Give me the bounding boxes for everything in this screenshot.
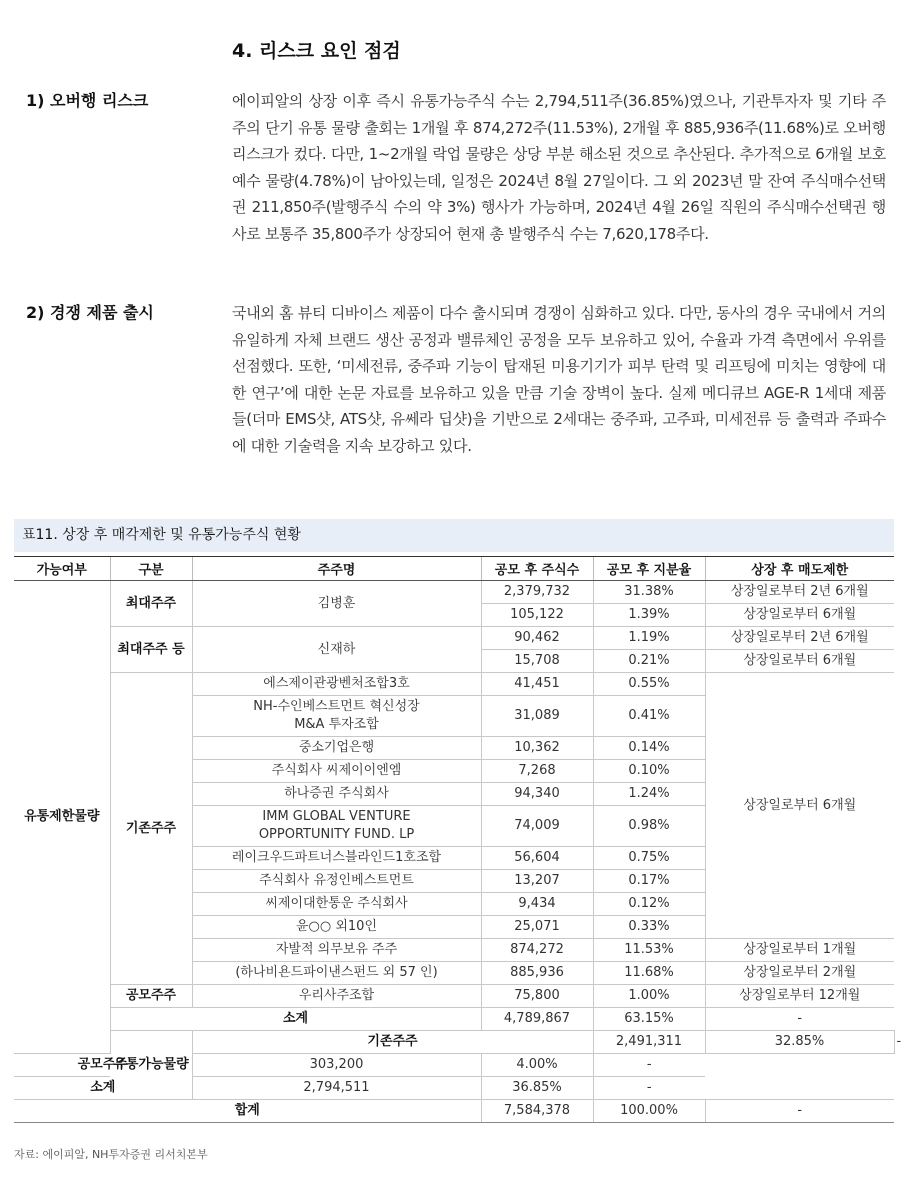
holder-name: 신재하: [192, 627, 481, 673]
group-major: 최대주주: [110, 581, 192, 627]
pct-cell: 0.14%: [593, 737, 705, 760]
tradable-item-label: 소계: [14, 1077, 192, 1100]
table-row-total: [14, 1100, 894, 1123]
pct-cell: 0.75%: [593, 847, 705, 870]
pct-cell: 0.21%: [593, 650, 705, 673]
shares-cell: 2,794,511: [192, 1077, 481, 1100]
shares-cell: 7,268: [481, 760, 593, 783]
pct-cell: 1.19%: [593, 627, 705, 650]
table-row: [14, 1077, 894, 1100]
lock-cell: -: [593, 1054, 705, 1077]
lock-cell: 상장일로부터 1개월: [705, 939, 894, 962]
table-row: [14, 673, 894, 696]
lock-cell: 상장일로부터 6개월: [705, 673, 894, 939]
lockup-table: [14, 556, 902, 1123]
holder-name: 하나증권 주식회사: [192, 783, 481, 806]
pct-cell: 32.85%: [705, 1031, 894, 1054]
holder-name: IMM GLOBAL VENTURE OPPORTUNITY FUND. LP: [192, 806, 481, 847]
shares-cell: 2,379,732: [481, 581, 593, 604]
pct-cell: 0.33%: [593, 916, 705, 939]
holder-name: 에스제이관광벤처조합3호: [192, 673, 481, 696]
holder-name: 윤○○ 외10인: [192, 916, 481, 939]
pct-cell: 11.68%: [593, 962, 705, 985]
pct-cell: 63.15%: [593, 1008, 705, 1031]
risk-label: 1) 오버행 리스크: [26, 91, 149, 110]
tradable-label: 유통가능물량: [110, 1031, 192, 1100]
header-cell: 주주명: [192, 557, 481, 581]
shares-cell: 874,272: [481, 939, 593, 962]
table-row: [14, 581, 894, 604]
pct-cell: 1.24%: [593, 783, 705, 806]
risk-label: 2) 경쟁 제품 출시: [26, 303, 154, 322]
group-existing: 기존주주: [110, 673, 192, 985]
table-row: [14, 1008, 894, 1031]
header-cell: 상장 후 매도제한: [705, 557, 894, 581]
lock-cell: 상장일로부터 6개월: [705, 650, 894, 673]
tradable-item-label: 기존주주: [192, 1031, 593, 1054]
lock-cell: 상장일로부터 2개월: [705, 962, 894, 985]
shares-cell: 74,009: [481, 806, 593, 847]
shares-cell: 90,462: [481, 627, 593, 650]
tradable-item-label: 공모주주: [14, 1054, 192, 1077]
lock-cell: 상장일로부터 6개월: [705, 604, 894, 627]
shares-cell: 41,451: [481, 673, 593, 696]
lock-cell: 상장일로부터 2년 6개월: [705, 627, 894, 650]
table-row: [14, 985, 894, 1008]
total-label: 합계: [14, 1100, 481, 1123]
holder-name: 씨제이대한통운 주식회사: [192, 893, 481, 916]
section-title: 4. 리스크 요인 점검: [232, 40, 401, 62]
table-header-row: [14, 557, 894, 581]
shares-cell: 885,936: [481, 962, 593, 985]
shares-cell: 94,340: [481, 783, 593, 806]
holder-name: (하나비욘드파이낸스펀드 외 57 인): [192, 962, 481, 985]
table-title: 표11. 상장 후 매각제한 및 유통가능주식 현황: [14, 519, 894, 552]
table-row: [14, 627, 894, 650]
shares-cell: 7,584,378: [481, 1100, 593, 1123]
holder-name: 주식회사 씨제이이엔엠: [192, 760, 481, 783]
pct-cell: 4.00%: [481, 1054, 593, 1077]
pct-cell: 0.10%: [593, 760, 705, 783]
holder-name: 레이크우드파트너스블라인드1호조합: [192, 847, 481, 870]
shares-cell: 25,071: [481, 916, 593, 939]
shares-cell: 303,200: [192, 1054, 481, 1077]
restricted-label: 유통제한물량: [14, 581, 110, 1054]
holder-name: NH-수인베스트먼트 혁신성장 M&A 투자조합: [192, 696, 481, 737]
holder-name: 자발적 의무보유 주주: [192, 939, 481, 962]
shares-cell: 4,789,867: [481, 1008, 593, 1031]
shares-cell: 2,491,311: [593, 1031, 705, 1054]
source-note: 자료: 에이피알, NH투자증권 리서치본부: [14, 1148, 208, 1161]
risk-text: 에이피알의 상장 이후 즉시 유통가능주식 수는 2,794,511주(36.85%)였으나, 기관투자자 및 기타 주주의 단기 유통 물량 출회는 1개월 후 874,272주(11.53%), 2개월 후 885,936주(11.68%)로 오버행 리스크가 컸다. 다만, 1~2개월 락업 물량은 상당 부분 해소된 것으로 추산된다. 추가적으로 6개월 보호 예수 물량(4.78%)이 남아있는데, 일정은 2024년 8월 27일이다. 그 외 2023년 말 잔여 주식매수선택권 211,850주(발행주식 수의 약 3%) 행사가 가능하며, 2024년 4월 26일 직원의 주식매수선택권 행사로 보통주 35,800주가 상장되어 현재 총 발행주식 수는 7,620,178주다.: [232, 92, 886, 243]
shares-cell: 15,708: [481, 650, 593, 673]
group-major-etc: 최대주주 등: [110, 627, 192, 673]
header-cell: 구분: [110, 557, 192, 581]
pct-cell: 1.00%: [593, 985, 705, 1008]
header-cell: 공모 후 지분율: [593, 557, 705, 581]
pct-cell: 0.12%: [593, 893, 705, 916]
risk-text: 국내외 홈 뷰티 디바이스 제품이 다수 출시되며 경쟁이 심화하고 있다. 다만, 동사의 경우 국내에서 거의 유일하게 자체 브랜드 생산 공정과 밸류체인 공정을 모두 보유하고 있어, 수율과 가격 측면에서 우위를 선점했다. 또한, ‘미세전류, 중주파 기능이 탑재된 미용기기가 피부 탄력 및 리프팅에 미치는 영향에 대한 연구’에 대한 논문 자료를 보유하고 있을 만큼 기술 장벽이 높다. 실제 메디큐브 AGE-R 1세대 제품들(더마 EMS샷, ATS샷, 유쎄라 딥샷)을 기반으로 2세대는 중주파, 고주파, 미세전류 등 출력과 주파수에 대한 기술력을 지속 보강하고 있다.: [232, 304, 886, 455]
pct-cell: 100.00%: [593, 1100, 705, 1123]
group-ipo: 공모주주: [110, 985, 192, 1008]
pct-cell: 1.39%: [593, 604, 705, 627]
shares-cell: 9,434: [481, 893, 593, 916]
lock-cell: -: [705, 1100, 894, 1123]
shares-cell: 56,604: [481, 847, 593, 870]
pct-cell: 0.98%: [593, 806, 705, 847]
holder-name: 우리사주조합: [192, 985, 481, 1008]
lock-cell: 상장일로부터 12개월: [705, 985, 894, 1008]
shares-cell: 105,122: [481, 604, 593, 627]
header-cell: 가능여부: [14, 557, 110, 581]
subtotal-label: 소계: [110, 1008, 481, 1031]
shares-cell: 10,362: [481, 737, 593, 760]
header-cell: 공모 후 주식수: [481, 557, 593, 581]
shares-cell: 75,800: [481, 985, 593, 1008]
holder-name: 김병훈: [192, 581, 481, 627]
pct-cell: 36.85%: [481, 1077, 593, 1100]
pct-cell: 0.17%: [593, 870, 705, 893]
shares-cell: 31,089: [481, 696, 593, 737]
pct-cell: 11.53%: [593, 939, 705, 962]
table-row: 유통가능물량 기존주주 2,491,311 32.85% -: [14, 1031, 894, 1054]
pct-cell: 0.41%: [593, 696, 705, 737]
holder-name: 주식회사 유정인베스트먼트: [192, 870, 481, 893]
lock-cell: 상장일로부터 2년 6개월: [705, 581, 894, 604]
lock-cell: -: [593, 1077, 705, 1100]
holder-name: 중소기업은행: [192, 737, 481, 760]
shares-cell: 13,207: [481, 870, 593, 893]
pct-cell: 0.55%: [593, 673, 705, 696]
lock-cell: -: [705, 1008, 894, 1031]
pct-cell: 31.38%: [593, 581, 705, 604]
